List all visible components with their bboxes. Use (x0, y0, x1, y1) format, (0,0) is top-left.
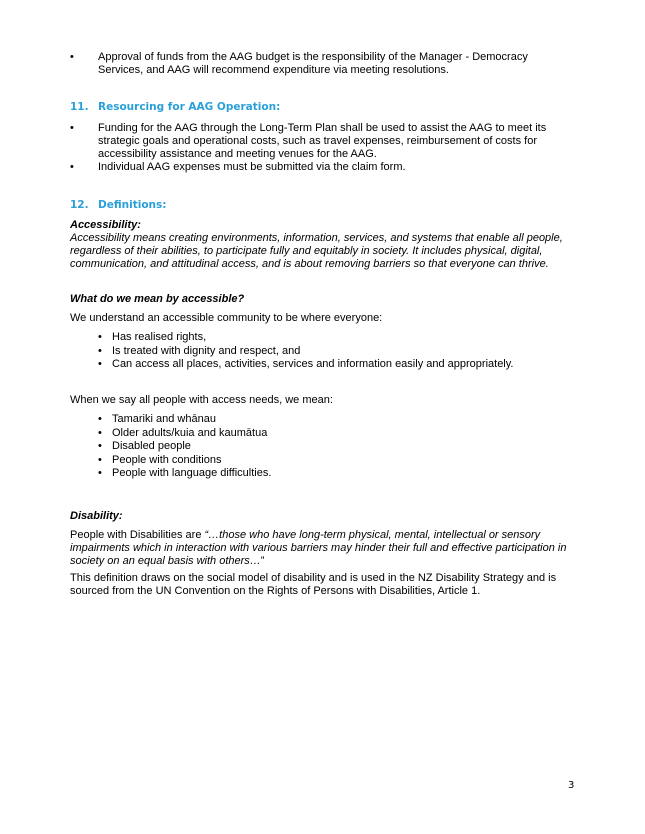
list-item: • Can access all places, activities, services and information easily and appropriately. (98, 358, 514, 370)
access-needs-intro: When we say all people with access needs, we mean: (70, 394, 333, 406)
list-item: • Disabled people (98, 440, 191, 452)
bullet-glyph: • (98, 467, 102, 479)
bullet-glyph: • (98, 426, 102, 439)
list-item: • Older adults/kuia and kaumātua (98, 426, 268, 439)
bullet-glyph: • (98, 453, 102, 466)
disability-heading: Disability: (70, 510, 123, 522)
section-12-title: Definitions: (98, 199, 167, 211)
section-11-heading (70, 101, 280, 114)
accessible-heading: What do we mean by accessible? (70, 293, 245, 305)
bullet-glyph: • (70, 122, 74, 134)
accessibility-heading: Accessibility: (70, 219, 141, 231)
section-12-number: 12. (70, 199, 89, 211)
funding-bullet: Funding for the AAG through the Long-Term Plan shall be used to assist the AAG to meet its strategic goals and operational costs, such as travel expenses, reimbursement of costs for accessibility assistance and meeting venues for the AAG. (98, 122, 547, 160)
section-11-number: 11. (70, 101, 89, 113)
bullet-glyph: • (98, 358, 102, 370)
bullet-glyph: • (98, 344, 102, 357)
disability-quote: “…those who have long-term physical, mental, intellectual or sensory impairments which in interaction with various barriers may hinder their full and effective participation in society on an equal basis with others… (70, 529, 567, 567)
disability-definition (70, 529, 570, 568)
bullet-glyph: • (98, 440, 102, 452)
list-item: • People with conditions (98, 453, 222, 466)
expenses-bullet: Individual AAG expenses must be submitted via the claim form. (98, 161, 406, 173)
page-number: 3 (568, 780, 575, 791)
list-item: • People with language difficulties. (98, 467, 272, 479)
bullet-glyph: • (98, 331, 102, 343)
disability-lead: People with Disabilities are (70, 529, 205, 541)
access-needs-list (98, 413, 568, 481)
section-12-heading (70, 199, 166, 212)
approval-funds-bullet: Approval of funds from the AAG budget is the responsibility of the Manager - Democracy Services, and AAG will recommend expenditure via meeting resolutions. (98, 51, 528, 76)
disability-source: This definition draws on the social model of disability and is used in the NZ Disability Strategy and is sourced from the UN Convention on the Rights of Persons with Disabilities, Article 1. (70, 572, 557, 597)
list-item: • Is treated with dignity and respect, and (98, 344, 301, 357)
section-11-title: Resourcing for AAG Operation: (98, 101, 281, 113)
accessible-list (98, 331, 568, 372)
accessible-intro: We understand an accessible community to be where everyone: (70, 312, 383, 324)
list-item: • Has realised rights, (98, 331, 207, 343)
bullet-glyph: • (70, 51, 74, 63)
bullet-glyph: • (98, 413, 102, 425)
disability-quote-close: ” (260, 555, 265, 567)
bullet-glyph: • (70, 161, 74, 173)
list-item: • Tamariki and whānau (98, 413, 216, 425)
accessibility-definition: Accessibility means creating environments, information, services, and systems that enable all people, regardless of their abilities, to participate fully and equitably in society. It includes physical, digital, communication, and attitudinal access, and is about removing barriers so that everyone can thrive. (70, 232, 563, 270)
